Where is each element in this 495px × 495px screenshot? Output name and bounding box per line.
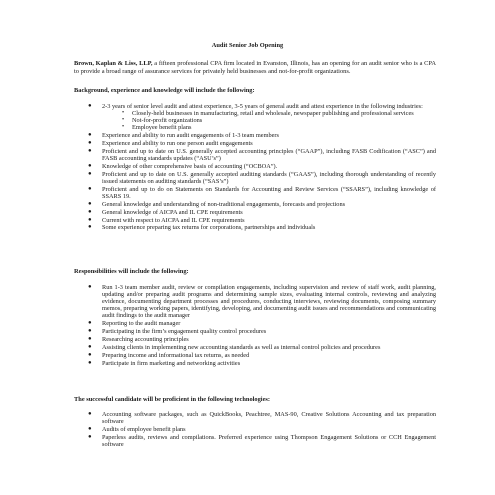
list-item xyxy=(74,336,436,343)
list-item-text: 2-3 years of senior level audit and attest experience, 3-5 years of general audit and attest experience in the following industries: xyxy=(102,103,423,110)
technologies-list xyxy=(74,411,436,448)
list-item xyxy=(74,328,436,335)
sub-bullet-icon: • xyxy=(122,117,125,124)
sub-list-item xyxy=(102,117,436,124)
list-item xyxy=(74,434,436,448)
list-item-text: Run 1-3 team member audit, review or compilation engagements, including supervision and review of staff work, audit planning, updating and/or preparing audit programs and determining sample sizes, evaluating internal controls, reviewing and analyzing evidence, documenting department processes and procedures, conducting interviews, reviewing documents, composing summary memos, preparing working papers, identifying, developing, and documenting audit issues and recommendations and communicating audit findings to the audit manager xyxy=(102,284,436,320)
list-item xyxy=(74,132,436,139)
list-item xyxy=(74,171,436,185)
list-item xyxy=(74,426,436,433)
list-item-text: Participate in firm marketing and networking activities xyxy=(102,359,241,367)
bullet-icon: ● xyxy=(88,170,92,177)
bullet-icon: ● xyxy=(88,359,92,366)
sub-bullet-icon: • xyxy=(122,110,125,117)
bullet-icon: ● xyxy=(88,328,92,335)
list-item xyxy=(74,224,436,231)
sub-list-item-text: Closely-held businesses in manufacturing, retail and wholesale, newspaper publishing and professional services xyxy=(132,110,414,118)
list-item xyxy=(74,344,436,351)
bullet-icon: ● xyxy=(88,162,92,169)
section-heading-technologies: The successful candidate will be proficient in the following technologies: xyxy=(74,396,271,403)
list-item xyxy=(74,201,436,208)
bullet-icon: ● xyxy=(88,140,92,147)
list-item xyxy=(74,284,436,319)
responsibilities-list xyxy=(74,284,436,367)
list-item-text: General knowledge of AICPA and IL CPE requirements xyxy=(102,208,243,216)
list-item xyxy=(74,411,436,425)
page-title: Audit Senior Job Opening xyxy=(211,42,284,49)
sub-list-item-text: Not-for-profit organizations xyxy=(132,117,203,125)
list-item-text: Experience and ability to run audit engagements of 1-3 team members xyxy=(102,132,279,140)
bullet-icon: ● xyxy=(88,336,92,343)
sub-list-item xyxy=(102,110,436,117)
list-item xyxy=(74,103,436,131)
list-item-text: Proficient and up to date on U.S. generally accepted accounting principles (“GAAP”), including FASB Codification (“ASC”) and FASB accounting standards updates (“ASU’s”) xyxy=(102,147,436,163)
bullet-icon: ● xyxy=(88,425,92,432)
industry-sublist xyxy=(102,110,436,131)
company-name: Brown, Kaplan & Liss, LLP, xyxy=(74,60,153,67)
bullet-icon: ● xyxy=(88,208,92,215)
list-item-text: Experience and ability to run one person audit engagements xyxy=(102,140,253,148)
list-item-text: Participating in the firm’s engagement quality control procedures xyxy=(102,328,267,336)
list-item xyxy=(74,148,436,162)
list-item xyxy=(74,186,436,200)
list-item xyxy=(74,209,436,216)
list-item-text: Knowledge of other comprehensive basis of accounting (“OCBOA”). xyxy=(102,162,278,170)
list-item-text: Researching accounting principles xyxy=(102,336,189,344)
list-item-text: Assisting clients in implementing new accounting standards as well as internal control policies and procedures xyxy=(102,343,381,351)
sub-bullet-icon: • xyxy=(122,124,125,131)
intro-paragraph xyxy=(74,60,436,75)
sub-list-item xyxy=(102,124,436,131)
list-item-text: Preparing income and informational tax returns, as needed xyxy=(102,351,250,359)
list-item-text: Proficient and up to date on U.S. generally accepted auditing standards (“GAAS”), including thorough understanding of recently issued statements on auditing standards (“SAS’s”) xyxy=(102,170,436,185)
list-item xyxy=(74,140,436,147)
bullet-icon: ● xyxy=(88,185,92,192)
list-item-text: Audits of employee benefit plans xyxy=(102,425,186,433)
section-heading-responsibilities: Responsibilities will include the following: xyxy=(74,268,189,275)
list-item-text: Some experience preparing tax returns for corporations, partnerships and individuals xyxy=(102,224,316,232)
list-item xyxy=(74,163,436,170)
list-item-text: Reporting to the audit manager xyxy=(102,320,181,328)
list-item-text: Current with respect to AICPA and IL CPE requirements xyxy=(102,216,245,224)
bullet-icon: ● xyxy=(88,224,92,231)
list-item-text: Paperless audits, reviews and compilations. Preferred experience using Thompson Engagement Solutions or CCH Engagement software xyxy=(102,433,436,448)
bullet-icon: ● xyxy=(88,411,92,417)
list-item xyxy=(74,352,436,359)
bullet-icon: ● xyxy=(88,147,92,154)
bullet-icon: ● xyxy=(88,320,92,327)
bullet-icon: ● xyxy=(88,351,92,358)
bullet-icon: ● xyxy=(88,103,92,109)
list-item-text: General knowledge and understanding of non-traditional engagements, forecasts and projections xyxy=(102,200,346,208)
intro-text: a fifteen professional CPA firm located in Evanston, Illinois, has an opening for an audit senior who is a CPA to provide a broad range of assurance services for privately held businesses and not-for-profit organizations. xyxy=(74,60,436,75)
background-list xyxy=(74,103,436,232)
bullet-icon: ● xyxy=(88,433,92,440)
list-item-text: Proficient and up to do on Statements on Standards for Accounting and Review Services (“SSARS”), including knowledge of SSARS 19. xyxy=(102,185,436,200)
bullet-icon: ● xyxy=(88,284,92,290)
bullet-icon: ● xyxy=(88,132,92,139)
list-item xyxy=(74,320,436,327)
list-item-text: Accounting software packages, such as QuickBooks, Peachtree, MAS-90, Creative Solutions Accounting and tax preparation software xyxy=(102,411,436,426)
sub-list-item-text: Employee benefit plans xyxy=(132,124,192,132)
bullet-icon: ● xyxy=(88,216,92,223)
section-heading-background: Background, experience and knowledge will include the following: xyxy=(74,87,255,94)
list-item xyxy=(74,217,436,224)
bullet-icon: ● xyxy=(88,343,92,350)
list-item xyxy=(74,360,436,367)
bullet-icon: ● xyxy=(88,200,92,207)
